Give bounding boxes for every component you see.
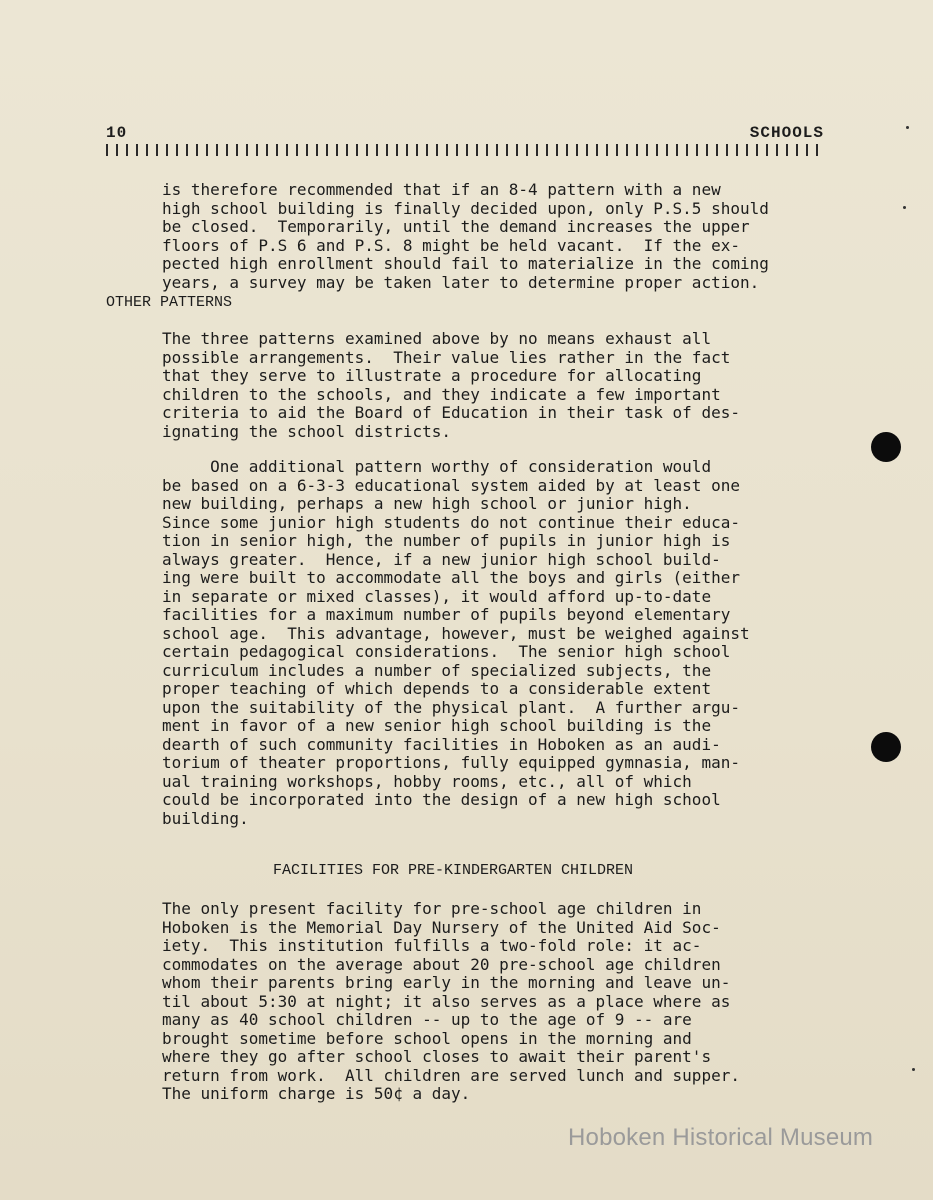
museum-watermark: Hoboken Historical Museum	[568, 1124, 874, 1151]
binder-hole-bottom	[871, 732, 901, 762]
paragraph-recommendation: is therefore recommended that if an 8-4 pattern with a new high school building is finally decided upon, only P.S.5 should be closed. Temporarily, until the demand increases the upper floors of P.S 6 and P.S. 8 might be held vacant. If the ex- pected high enrollment should fail to materialize in the coming years, a survey may be taken later to determine proper action.	[162, 180, 769, 292]
header-dotted-rule	[106, 144, 824, 156]
paper-speck	[906, 126, 909, 129]
paragraph-three-patterns: The three patterns examined above by no means exhaust all possible arrangements. Their value lies rather in the fact that they serve to illustrate a procedure for allocating children to the schools, and they indicate a few important criteria to aid the Board of Education in their task of des- ignating the school districts.	[162, 329, 740, 441]
paper-speck	[903, 206, 906, 209]
paper-speck	[912, 1068, 915, 1071]
section-title: SCHOOLS	[749, 124, 824, 142]
page-number: 10	[106, 124, 128, 142]
binder-hole-top	[871, 432, 901, 462]
heading-pre-kindergarten: FACILITIES FOR PRE-KINDERGARTEN CHILDREN	[273, 862, 634, 879]
paragraph-additional-pattern: One additional pattern worthy of consideration would be based on a 6-3-3 educational system aided by at least one new building, perhaps a new high school or junior high. Since some junior high students do not continue their educa- tion in senior high, the number of pupils in junior high is always greater. Hence, if a new junior high school build- ing were built to accommodate all the boys and girls (either in separate or mixed classes), it would afford up-to-date facilities for a maximum number of pupils beyond elementary school age. This advantage, however, must be weighed against certain pedagogical considerations. The senior high school curriculum includes a number of specialized subjects, the proper teaching of which depends to a considerable extent upon the suitability of the physical plant. A further argu- ment in favor of a new senior high school building is the dearth of such community facilities in Hoboken as an audi- torium of theater proportions, fully equipped gymnasia, man- ual training workshops, hobby rooms, etc., all of which could be incorporated into the design of a new high school building.	[162, 457, 750, 828]
heading-other-patterns: OTHER PATTERNS	[106, 294, 233, 311]
paragraph-nursery: The only present facility for pre-school age children in Hoboken is the Memorial Day Nursery of the United Aid Soc- iety. This institution fulfills a two-fold role: it ac- commodates on the average about 20 pre-school age children whom their parents bring early in the morning and leave un- til about 5:30 at night; it also serves as a place where as many as 40 school children -- up to the age of 9 -- are brought sometime before school opens in the morning and where they go after school closes to await their parent's return from work. All children are served lunch and supper. The uniform charge is 50¢ a day.	[162, 899, 740, 1103]
